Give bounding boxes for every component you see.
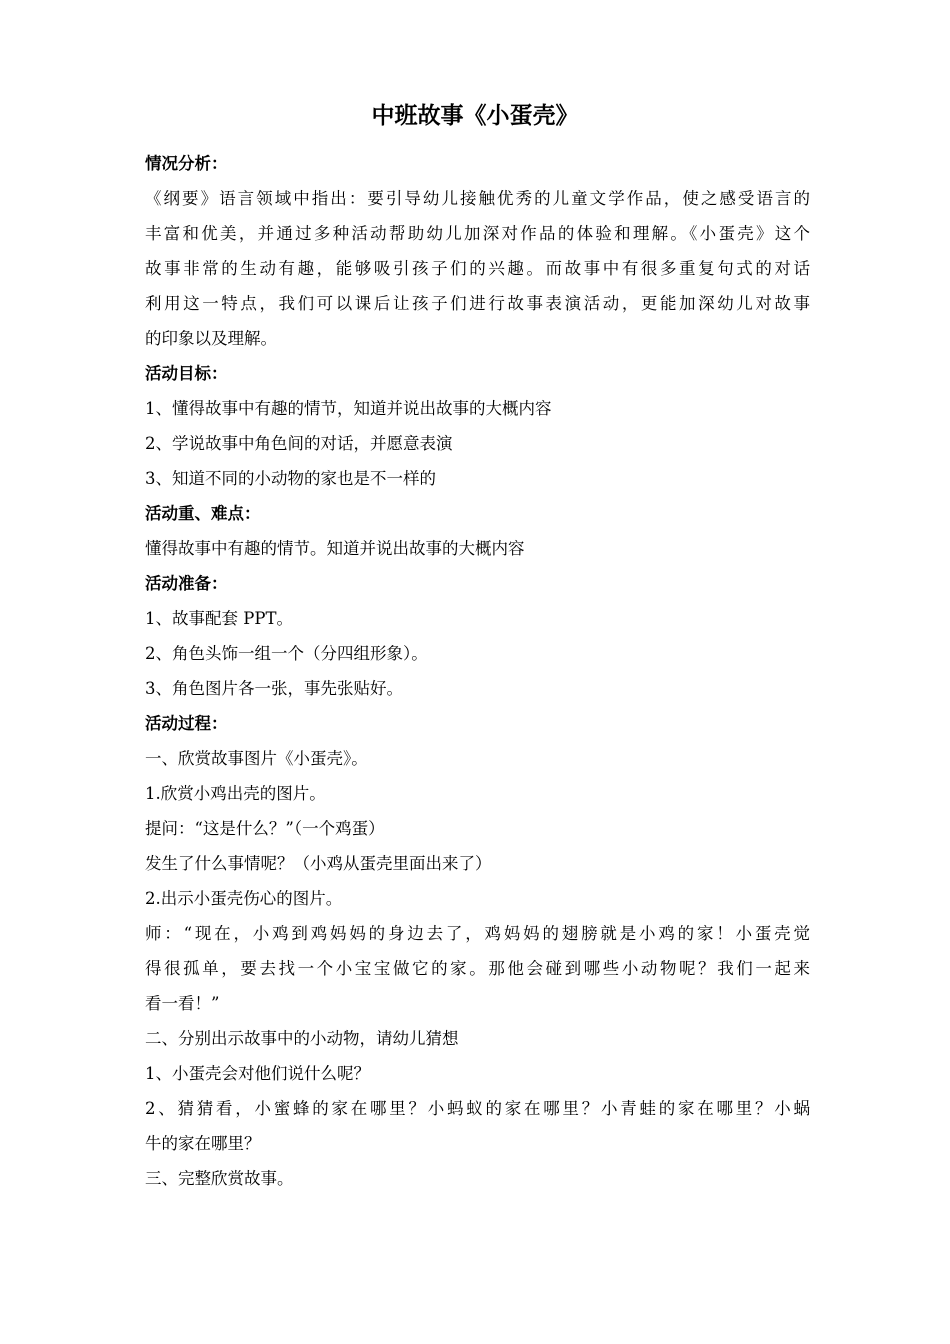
body-text-line: 懂得故事中有趣的情节。知道并说出故事的大概内容 [145, 539, 525, 558]
body-text-line: 得很孤单，要去找一个小宝宝做它的家。那他会碰到哪些小动物呢？我们一起来 [145, 959, 810, 978]
body-text-line: 2.出示小蛋壳伤心的图片。 [145, 889, 343, 908]
body-text-line: 2、猜猜看，小蜜蜂的家在哪里？小蚂蚁的家在哪里？小青蛙的家在哪里？小蜗 [145, 1099, 810, 1118]
body-text-line: 2、角色头饰一组一个（分四组形象）。 [145, 644, 428, 663]
document-body [145, 146, 810, 1196]
body-text-line: 丰富和优美，并通过多种活动帮助幼儿加深对作品的体验和理解。《小蛋壳》这个 [145, 224, 810, 243]
body-text-line: 《纲要》语言领域中指出：要引导幼儿接触优秀的儿童文学作品，使之感受语言的 [145, 189, 810, 208]
body-text-line: 的印象以及理解。 [145, 329, 277, 348]
body-text-line: 1、小蛋壳会对他们说什么呢？ [145, 1064, 370, 1083]
body-text-line: 1、懂得故事中有趣的情节，知道并说出故事的大概内容 [145, 399, 552, 418]
body-text-line: 1.欣赏小鸡出壳的图片。 [145, 784, 326, 803]
body-text-line: 一、欣赏故事图片《小蛋壳》。 [145, 749, 368, 768]
body-text-line: 利用这一特点，我们可以课后让孩子们进行故事表演活动，更能加深幼儿对故事 [145, 294, 810, 313]
body-text-line: 牛的家在哪里？ [145, 1134, 261, 1153]
body-text-line: 提问：“这是什么？”（一个鸡蛋） [145, 819, 385, 838]
body-text-line: 故事非常的生动有趣，能够吸引孩子们的兴趣。而故事中有很多重复句式的对话 [145, 259, 810, 278]
document-title: 中班故事《小蛋壳》 [371, 103, 579, 129]
body-text-line: 看一看！” [145, 994, 220, 1013]
section-heading: 情况分析： [145, 154, 228, 173]
section-heading: 活动过程： [145, 714, 228, 733]
body-text-line: 师：“现在，小鸡到鸡妈妈的身边去了，鸡妈妈的翅膀就是小鸡的家！小蛋壳觉 [145, 924, 810, 943]
body-text-line: 2、学说故事中角色间的对话，并愿意表演 [145, 434, 453, 453]
section-heading: 活动目标： [145, 364, 228, 383]
section-heading: 活动重、难点： [145, 504, 261, 523]
body-text-line: 1、故事配套 PPT。 [145, 609, 293, 628]
body-text-line: 三、完整欣赏故事。 [145, 1169, 294, 1188]
body-text-line: 3、角色图片各一张，事先张贴好。 [145, 679, 403, 698]
body-text-line: 3、知道不同的小动物的家也是不一样的 [145, 469, 436, 488]
section-heading: 活动准备： [145, 574, 228, 593]
body-text-line: 二、分别出示故事中的小动物，请幼儿猜想 [145, 1029, 459, 1048]
body-text-line: 发生了什么事情呢？（小鸡从蛋壳里面出来了） [145, 854, 492, 873]
